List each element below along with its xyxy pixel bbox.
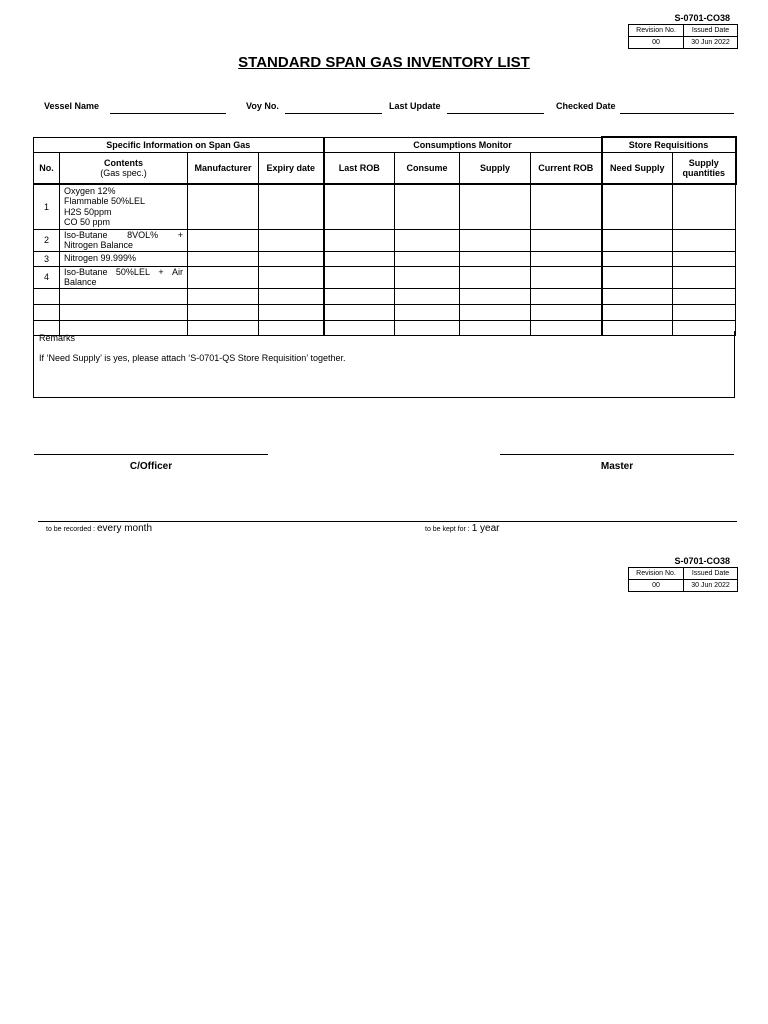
row-contents [60,304,188,320]
kept-value: 1 year [471,523,500,534]
expiry-date-cell[interactable] [259,304,324,320]
consume-cell[interactable] [395,266,460,288]
kept-info [425,523,500,534]
current-rob-cell[interactable] [531,229,602,251]
contents-word: 50%LEL [115,266,150,277]
row-number [34,304,60,320]
last-rob-cell[interactable] [324,184,395,229]
consume-cell[interactable] [395,184,460,229]
contents-line: Nitrogen Balance [64,240,134,250]
vessel-name-label: Vessel Name [44,101,100,111]
contents-line: Nitrogen 99.999% [64,253,137,264]
master-signature-line[interactable] [500,454,734,455]
row-contents [60,266,188,288]
contents-word: Iso-Butane [64,266,108,277]
voy-no-field[interactable] [285,113,382,114]
c-officer-signature-line[interactable] [34,454,268,455]
header-consume: Consume [395,152,460,184]
recorded-label: to be recorded : [46,526,96,533]
remarks-box [33,331,735,398]
contents-word: + [158,266,164,277]
issued-date-label-bottom: Issued Date [684,568,738,580]
need-supply-cell[interactable] [602,184,673,229]
expiry-date-cell[interactable] [259,251,324,266]
section-specific-info: Specific Information on Span Gas [34,137,324,152]
row-contents [60,229,188,251]
last-rob-cell[interactable] [324,229,395,251]
row-contents [60,184,188,229]
need-supply-cell[interactable] [602,251,673,266]
last-rob-cell[interactable] [324,251,395,266]
manufacturer-cell[interactable] [188,184,259,229]
supply-cell[interactable] [460,229,531,251]
revision-value-bottom: 00 [629,580,684,592]
master-label: Master [600,461,634,472]
need-supply-cell[interactable] [602,229,673,251]
current-rob-cell[interactable] [531,266,602,288]
expiry-date-cell[interactable] [259,229,324,251]
supply-cell[interactable] [460,266,531,288]
c-officer-label: C/Officer [129,461,173,472]
footer-divider [38,521,737,522]
supply-quantities-cell[interactable] [673,266,736,288]
row-number: 3 [34,251,60,266]
table-body [34,184,736,335]
row-contents [60,288,188,304]
expiry-date-cell[interactable] [259,288,324,304]
row-number [34,288,60,304]
current-rob-cell[interactable] [531,304,602,320]
header-supply: Supply [460,152,531,184]
supply-quantities-cell[interactable] [673,229,736,251]
need-supply-cell[interactable] [602,266,673,288]
header-supply-quantities-line1: Supply [688,157,719,168]
header-last-rob: Last ROB [324,152,395,184]
consume-cell[interactable] [395,229,460,251]
contents-word: + [177,229,183,240]
last-rob-cell[interactable] [324,288,395,304]
contents-justified-line [64,230,183,241]
header-contents [60,152,188,184]
consume-cell[interactable] [395,304,460,320]
supply-quantities-cell[interactable] [673,251,736,266]
doc-control-box-bottom [628,556,738,592]
need-supply-cell[interactable] [602,288,673,304]
issued-date-label: Issued Date [684,25,738,37]
header-contents-label: Contents [104,157,143,168]
section-consumptions-monitor: Consumptions Monitor [324,137,602,152]
revision-value: 00 [629,37,684,49]
contents-word: Air [172,266,183,277]
header-supply-quantities-line2: quantities [682,167,726,178]
supply-quantities-cell[interactable] [673,184,736,229]
supply-cell[interactable] [460,304,531,320]
header-manufacturer: Manufacturer [188,152,259,184]
expiry-date-cell[interactable] [259,184,324,229]
need-supply-cell[interactable] [602,304,673,320]
revision-table-bottom [628,567,738,592]
contents-word: 8VOL% [127,229,159,240]
contents-line: CO 50 ppm [64,217,111,228]
supply-cell[interactable] [460,288,531,304]
header-current-rob: Current ROB [531,152,602,184]
table-row [34,288,736,304]
doc-code: S-0701-CO38 [674,13,730,23]
contents-word: Iso-Butane [64,229,108,240]
issued-date-value: 30 Jun 2022 [684,37,738,49]
supply-cell[interactable] [460,251,531,266]
expiry-date-cell[interactable] [259,266,324,288]
consume-cell[interactable] [395,288,460,304]
supply-quantities-cell[interactable] [673,288,736,304]
contents-line: Oxygen 12% [64,185,116,196]
manufacturer-cell[interactable] [188,266,259,288]
kept-label: to be kept for : [425,526,470,533]
current-rob-cell[interactable] [531,288,602,304]
contents-justified-line [64,267,183,278]
inventory-table [33,136,737,336]
row-contents [60,251,188,266]
remarks-label: Remarks [39,333,76,343]
row-number: 4 [34,266,60,288]
header-need-supply: Need Supply [602,152,673,184]
revision-label-bottom: Revision No. [629,568,684,580]
consume-cell[interactable] [395,251,460,266]
table-row [34,266,736,288]
current-rob-cell[interactable] [531,251,602,266]
manufacturer-cell[interactable] [188,229,259,251]
table-row [34,229,736,251]
remarks-text: If ‘Need Supply’ is yes, please attach ‘S-0701-QS Store Requisition’ together. [39,353,346,363]
page-title: STANDARD SPAN GAS INVENTORY LIST [238,54,530,71]
row-number: 1 [34,184,60,229]
manufacturer-cell[interactable] [188,304,259,320]
recorded-value: every month [96,523,153,534]
voy-no-label: Voy No. [246,101,279,111]
contents-line: Flammable 50%LEL [64,196,146,207]
current-rob-cell[interactable] [531,184,602,229]
last-rob-cell[interactable] [324,266,395,288]
last-update-label: Last Update [389,101,441,111]
contents-line: Balance [64,277,97,287]
recorded-info [46,523,152,534]
contents-line: H2S 50ppm [64,206,112,217]
vessel-name-field[interactable] [110,113,226,114]
header-contents-sub: (Gas spec.) [100,167,147,178]
section-store-requisitions: Store Requisitions [602,137,736,152]
last-rob-cell[interactable] [324,304,395,320]
revision-label: Revision No. [629,25,684,37]
checked-date-field[interactable] [620,113,734,114]
checked-date-label: Checked Date [556,101,616,111]
supply-quantities-cell[interactable] [673,304,736,320]
last-update-field[interactable] [447,113,544,114]
table-row [34,251,736,266]
doc-control-box-top [628,13,738,49]
doc-code-bottom: S-0701-CO38 [674,556,730,566]
header-no: No. [34,152,60,184]
issued-date-value-bottom: 30 Jun 2022 [684,580,738,592]
table-row [34,304,736,320]
header-supply-quantities [673,152,736,184]
header-expiry-date: Expiry date [259,152,324,184]
row-number: 2 [34,229,60,251]
revision-table [628,24,738,49]
manufacturer-cell[interactable] [188,251,259,266]
manufacturer-cell[interactable] [188,288,259,304]
supply-cell[interactable] [460,184,531,229]
table-row [34,184,736,229]
